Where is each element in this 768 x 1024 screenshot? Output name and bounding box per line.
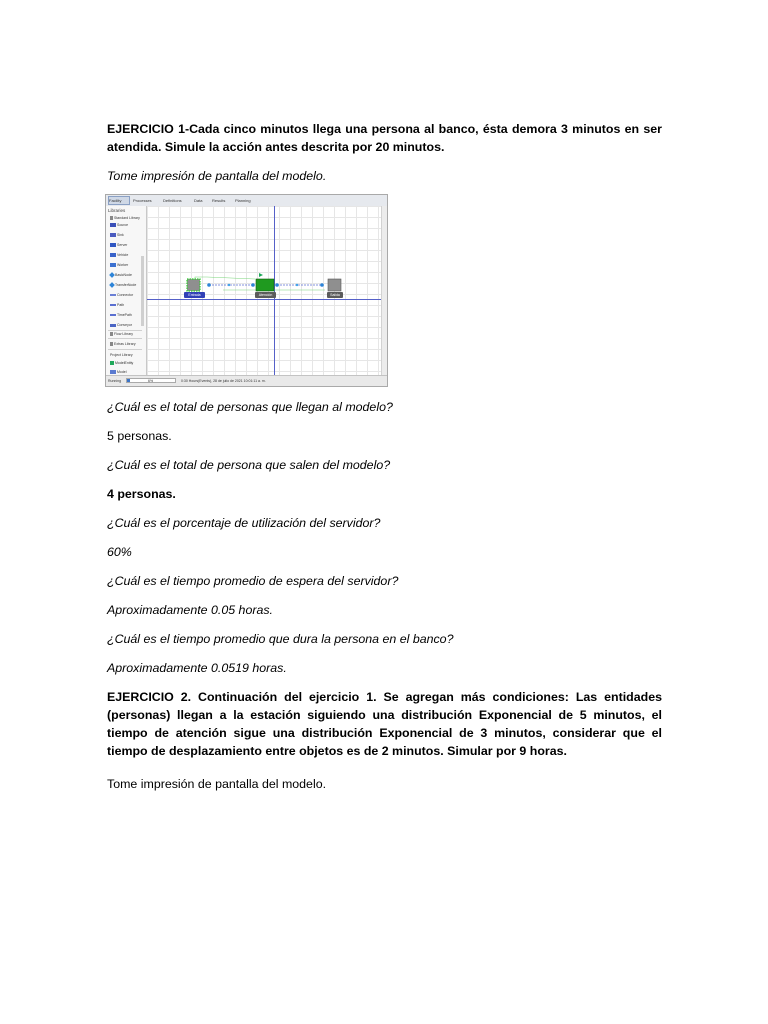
entity-marker-1 bbox=[228, 284, 230, 286]
vehicle-icon bbox=[110, 253, 116, 257]
project-item-modelentity[interactable]: ModelEntity bbox=[110, 360, 133, 366]
library-item-worker[interactable]: Worker bbox=[110, 262, 128, 268]
tab-results[interactable]: Results bbox=[212, 198, 226, 203]
conveyor-icon bbox=[110, 324, 116, 327]
library-item-connector[interactable]: Connector bbox=[110, 292, 133, 298]
library-item-sink[interactable]: Sink bbox=[110, 232, 124, 238]
basicnode-icon bbox=[109, 272, 115, 278]
question-2: ¿Cuál es el total de persona que salen del modelo? bbox=[107, 458, 391, 472]
library-item-source[interactable]: Source bbox=[110, 222, 128, 228]
screenshot-prompt-1: Tome impresión de pantalla del modelo. bbox=[107, 169, 327, 183]
progress-fill bbox=[127, 379, 130, 382]
server-icon bbox=[110, 243, 116, 247]
library-item-transfernode[interactable]: TransferNode bbox=[110, 282, 136, 288]
source-icon bbox=[110, 223, 116, 227]
worker-icon bbox=[110, 263, 116, 267]
run-state: Running bbox=[108, 379, 122, 383]
question-1: ¿Cuál es el total de personas que llegan al modelo? bbox=[107, 400, 393, 414]
library-group-project[interactable]: Project Library bbox=[110, 353, 133, 357]
question-5: ¿Cuál es el tiempo promedio que dura la persona en el banco? bbox=[107, 632, 454, 646]
sink-object bbox=[328, 279, 341, 291]
status-bar bbox=[106, 375, 387, 386]
library-group-extras[interactable]: Extras Library bbox=[110, 341, 136, 347]
entity-marker-2 bbox=[296, 284, 298, 286]
server-flag-icon bbox=[259, 273, 263, 277]
library-group-flow[interactable]: Flow Library bbox=[110, 331, 133, 337]
source-label[interactable]: Entrada bbox=[184, 292, 205, 298]
green-link-1 bbox=[195, 277, 255, 279]
play-triangle-icon bbox=[110, 361, 114, 365]
tab-facility[interactable]: Facility bbox=[108, 196, 130, 205]
progress-label: 6% bbox=[148, 379, 154, 383]
canvas-scrollbar[interactable] bbox=[381, 206, 387, 377]
sim-time: 0:30 Hours(Events), 28 de julio de 2021 10:01:11 a. m. bbox=[181, 379, 266, 383]
server-object bbox=[256, 279, 274, 291]
simio-model-screenshot bbox=[105, 194, 388, 387]
library-item-timepath[interactable]: TimePath bbox=[110, 312, 132, 318]
library-item-path[interactable]: Path bbox=[110, 302, 124, 308]
library-item-conveyor[interactable]: Conveyor bbox=[110, 322, 132, 328]
connector-icon bbox=[110, 294, 116, 296]
exercise-1-statement: EJERCICIO 1-Cada cinco minutos llega una persona al banco, ésta demora 3 minutos en ser atendida. Simule la acción antes descrita por 20 minutos. bbox=[107, 122, 662, 154]
server-input-node bbox=[251, 283, 255, 287]
tab-definitions[interactable]: Definitions bbox=[163, 198, 182, 203]
server-label[interactable]: Atención bbox=[255, 292, 276, 298]
answer-1: 5 personas. bbox=[107, 429, 172, 443]
sink-label[interactable]: Salida bbox=[327, 292, 343, 298]
library-title: Libraries bbox=[108, 208, 126, 213]
library-group-standard[interactable]: Standard Library bbox=[110, 215, 140, 221]
screenshot-prompt-2: Tome impresión de pantalla del modelo. bbox=[107, 777, 327, 791]
source-object bbox=[187, 279, 200, 291]
sink-icon bbox=[110, 233, 116, 237]
answer-5: Aproximadamente 0.0519 horas. bbox=[107, 661, 287, 675]
project-item-model[interactable]: Model bbox=[110, 369, 127, 375]
tab-data[interactable]: Data bbox=[194, 198, 203, 203]
transfernode-icon bbox=[109, 282, 115, 288]
answer-2: 4 personas. bbox=[107, 487, 176, 501]
question-4: ¿Cuál es el tiempo promedio de espera del servidor? bbox=[107, 574, 399, 588]
answer-3: 60% bbox=[107, 545, 132, 559]
server-output-node bbox=[275, 283, 279, 287]
exercise-2-statement: EJERCICIO 2. Continuación del ejercicio 1. Se agregan más condiciones: Las entidades (personas) llegan a la estación siguiendo una distribución Exponencial de 5 minutos, el tiempo de atención sigue una distribución Exponencial de 3 minutos, considerar que el tiempo de desplazamiento entre objetos es de 2 minutos. Simular por 9 horas. bbox=[107, 690, 662, 758]
library-item-basicnode[interactable]: BasicNode bbox=[110, 272, 132, 278]
timepath-icon bbox=[110, 314, 116, 316]
facility-canvas[interactable] bbox=[147, 206, 384, 377]
answer-4: Aproximadamente 0.05 horas. bbox=[107, 603, 273, 617]
library-panel bbox=[106, 206, 147, 377]
library-item-server[interactable]: Server bbox=[110, 242, 127, 248]
sink-input-node bbox=[320, 283, 324, 287]
question-3: ¿Cuál es el porcentaje de utilización del servidor? bbox=[107, 516, 381, 530]
library-scrollbar[interactable] bbox=[141, 256, 144, 326]
tab-processes[interactable]: Processes bbox=[133, 198, 152, 203]
source-output-node bbox=[207, 283, 211, 287]
library-item-vehicle[interactable]: Vehicle bbox=[110, 252, 128, 258]
model-icon bbox=[110, 370, 116, 374]
tab-planning[interactable]: Planning bbox=[235, 198, 251, 203]
path-icon bbox=[110, 304, 116, 306]
